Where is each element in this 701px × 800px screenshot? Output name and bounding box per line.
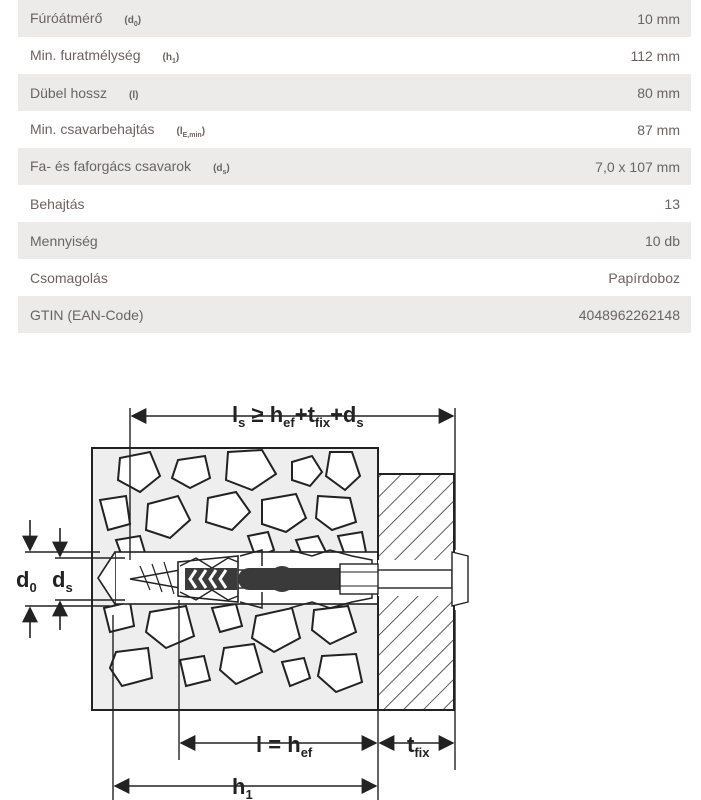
ds-label: $d_s$ <box>52 567 73 595</box>
spec-label: Min. csavarbehajtás <box>30 120 155 137</box>
spec-value: 10 db <box>644 232 680 249</box>
spec-value: 112 mm <box>630 47 680 64</box>
spec-value: Papírdoboz <box>608 269 680 286</box>
spec-row <box>18 148 691 185</box>
specs-table <box>18 0 691 333</box>
spec-row <box>18 111 691 148</box>
spec-symbol: $(h_1)$ <box>162 51 180 65</box>
spec-symbol: $(d_s)$ <box>213 162 230 176</box>
spec-label: Mennyiség <box>30 232 98 249</box>
tfix-label: $t_{fix}$ <box>407 732 430 760</box>
spec-symbol: $(d_0)$ <box>124 14 142 28</box>
spec-row <box>18 74 691 111</box>
spec-value: 87 mm <box>637 121 680 138</box>
spec-label: GTIN (EAN-Code) <box>30 306 144 323</box>
spec-value: 13 <box>664 195 680 212</box>
d0-label: $d_0$ <box>16 567 37 595</box>
spec-label: Dübel hossz <box>30 84 108 101</box>
spec-label: Fúróátmérő <box>30 9 103 26</box>
l-formula: $l = h_{ef}$ <box>256 732 313 760</box>
spec-label: Fa- és faforgács csavarok <box>30 157 192 174</box>
spec-label: Min. furatmélység <box>30 46 141 63</box>
h1-label: $h_1$ <box>232 774 253 800</box>
spec-label: Csomagolás <box>30 269 108 286</box>
spec-row <box>18 37 691 74</box>
spec-value: 80 mm <box>637 84 680 101</box>
spec-label: Behajtás <box>30 195 85 212</box>
spec-symbol: (l) <box>129 89 139 101</box>
spec-symbol: $(l_{E,min})$ <box>176 125 206 139</box>
spec-row <box>18 185 691 222</box>
spec-row <box>18 259 691 296</box>
spec-value: 4048962262148 <box>578 306 680 323</box>
installation-diagram <box>0 380 701 800</box>
ls-formula: $l_s \ge h_{ef}+t_{fix}+d_s$ <box>232 402 364 430</box>
spec-value: 7,0 x 107 mm <box>595 158 680 175</box>
spec-row <box>18 0 691 37</box>
spec-row <box>18 296 691 333</box>
spec-row <box>18 222 691 259</box>
spec-value: 10 mm <box>637 10 680 27</box>
